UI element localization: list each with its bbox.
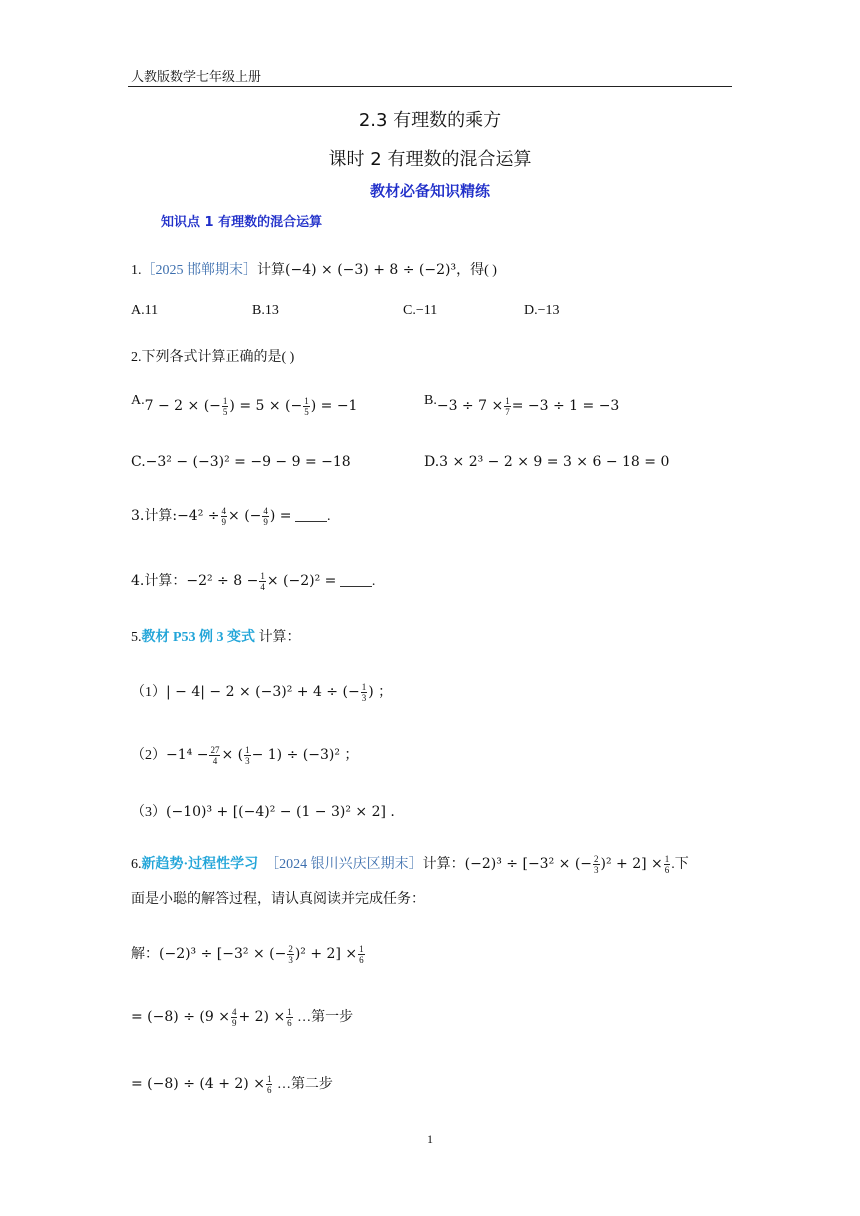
q5-item-3 (131, 801, 395, 821)
solution-step-2 (131, 1073, 333, 1095)
q5-item-1 (131, 681, 392, 703)
q3-part2: × (− (228, 508, 262, 524)
header-book-title: 人教版数学七年级上册 (131, 70, 262, 85)
question-6-line-2: 面是小聪的解答过程，请认真阅读并完成任务： (131, 892, 425, 907)
q2-option-a-label: A. (131, 393, 145, 408)
question-6-line-1 (131, 853, 689, 875)
fraction-denominator: 7 (505, 407, 510, 418)
solution-step-2-part1: = (−8) ÷ (4 + 2) × (131, 1076, 265, 1092)
fraction-four-ninths (231, 1007, 238, 1028)
question-6-source: ［2024 银川兴庆区期末］ (265, 857, 423, 872)
fraction-denominator: 3 (288, 955, 293, 966)
question-4 (131, 570, 375, 592)
solution-step-1-part2: + 2) × (238, 1009, 286, 1025)
fraction-two-thirds (287, 944, 294, 965)
q3-part1: 3.计算:−4² ÷ (131, 508, 220, 524)
q2-a-part2: ) = 5 × (− (229, 398, 303, 414)
fraction-denominator: 5 (304, 407, 309, 418)
fraction-numerator: 1 (222, 396, 228, 407)
q5-item-1-part1: | − 4| − 2 × (−3)² + 4 ÷ (− (166, 684, 360, 700)
q5-item-2-part2: × ( (221, 747, 244, 763)
question-5-number: 5. (131, 630, 142, 645)
question-1-number: 1. (131, 263, 142, 278)
fraction-denominator: 4 (260, 582, 265, 593)
q1-option-b: B.13 (252, 303, 279, 318)
q5-item-1-part2: ) ； (368, 684, 393, 700)
q2-option-b-label: B. (424, 393, 437, 408)
question-1 (131, 259, 497, 279)
fraction-numerator: 1 (266, 1074, 272, 1085)
header-rule (128, 86, 732, 87)
solution-step-1 (131, 1006, 353, 1028)
fraction-denominator: 6 (266, 1085, 272, 1096)
fraction-numerator: 1 (505, 396, 510, 407)
q5-item-3-expression: (−10)³ + [(−4)² − (1 − 3)² × 2] . (166, 804, 395, 820)
q2-option-a (131, 393, 357, 417)
fraction-one-third (361, 682, 368, 703)
q5-item-2-part1: −1⁴ − (166, 747, 209, 763)
fraction-two-thirds (593, 854, 600, 875)
q5-item-3-label: （3） (131, 805, 166, 820)
q2-option-b (424, 393, 619, 417)
fraction-numerator: 1 (359, 944, 364, 955)
question-1-source: ［2025 邯郸期末］ (141, 263, 257, 278)
q2-b-part2: = −3 ÷ 1 = −3 (511, 398, 620, 414)
q5-item-2-part3: − 1) ÷ (−3)² ； (251, 747, 359, 763)
q6-expr-part1: (−2)³ ÷ [−3² × (− (464, 856, 593, 872)
question-5-stem: 计算： (258, 630, 301, 645)
answer-blank[interactable] (340, 574, 372, 587)
q2-option-d: D.3 × 2³ − 2 × 9 = 3 × 6 − 18 = 0 (424, 454, 670, 470)
fraction-one-fifth (303, 396, 310, 417)
fraction-numerator: 1 (361, 682, 367, 693)
q1-option-d: D.−13 (524, 303, 560, 318)
q6-expr-part2: )² + 2] × (600, 856, 663, 872)
q4-part2: × (−2)² = (266, 573, 337, 589)
fraction-numerator: 4 (263, 506, 268, 517)
solution-label: 解： (131, 947, 159, 962)
question-6-number: 6. (131, 857, 142, 872)
q2-b-part1: −3 ÷ 7 × (436, 398, 504, 414)
q2-option-c: C.−3² − (−3)² = −9 − 9 = −18 (131, 454, 351, 470)
fraction-numerator: 27 (210, 745, 220, 756)
q4-part1: 4.计算：−2² ÷ 8 − (131, 573, 259, 589)
q5-item-1-label: （1） (131, 685, 166, 700)
fraction-four-ninths (221, 506, 228, 527)
question-3 (131, 505, 331, 527)
fraction-denominator: 6 (287, 1018, 292, 1029)
fraction-denominator: 6 (664, 865, 670, 876)
fraction-numerator: 4 (231, 1007, 237, 1018)
fraction-denominator: 9 (231, 1018, 237, 1029)
solution-step-1-note: …第一步 (297, 1010, 354, 1025)
fraction-denominator: 5 (222, 407, 228, 418)
lesson-title: 课时 2 有理数的混合运算 (328, 149, 532, 170)
fraction-numerator: 1 (245, 745, 250, 756)
fraction-one-sixth (664, 854, 671, 875)
fraction-numerator: 1 (260, 571, 265, 582)
fraction-numerator: 2 (288, 944, 293, 955)
q1-option-a: A.11 (131, 303, 159, 318)
subsection-title: 教材必备知识精练 (369, 182, 490, 200)
fraction-denominator: 3 (594, 865, 599, 876)
question-1-suffix: ，得( ) (456, 263, 497, 278)
fraction-numerator: 4 (221, 506, 227, 517)
q3-part3: ) = (269, 508, 292, 524)
fraction-denominator: 4 (212, 756, 218, 767)
solution-step-0-part1: (−2)³ ÷ [−3² × (− (159, 946, 287, 962)
q5-item-2-label: （2） (131, 748, 166, 763)
knowledge-point-heading: 知识点 1 有理数的混合运算 (161, 215, 323, 230)
fraction-numerator: 1 (304, 396, 309, 407)
question-6-tag: 新趋势·过程性学习 (141, 857, 259, 872)
solution-step-1-part1: = (−8) ÷ (9 × (131, 1009, 230, 1025)
fraction-denominator: 6 (359, 955, 364, 966)
fraction-denominator: 9 (263, 517, 268, 528)
question-2-stem: 2.下列各式计算正确的是( ) (131, 350, 295, 365)
fraction-one-third (244, 745, 251, 766)
q6-expr-part3: .下 (671, 857, 689, 872)
solution-step-0-part2: )² + 2] × (294, 946, 358, 962)
question-6-prefix: 计算： (422, 857, 465, 872)
question-5-tag: 教材 P53 例 3 变式 (141, 630, 256, 645)
fraction-denominator: 9 (221, 517, 227, 528)
page-number: 1 (427, 1132, 433, 1146)
q2-a-part3: ) = −1 (310, 398, 358, 414)
fraction-denominator: 3 (245, 756, 250, 767)
q4-end: . (371, 574, 376, 589)
fraction-one-sixth (266, 1074, 273, 1095)
fraction-numerator: 1 (664, 854, 670, 865)
fraction-four-ninths (262, 506, 269, 527)
fraction-denominator: 3 (361, 693, 367, 704)
solution-step-2-note: …第二步 (276, 1077, 333, 1092)
fraction-numerator: 2 (594, 854, 599, 865)
q3-end: . (327, 509, 331, 524)
question-1-prefix: 计算 (257, 263, 285, 278)
section-title: 2.3 有理数的乘方 (358, 110, 502, 131)
q5-item-2 (131, 744, 358, 766)
fraction-one-fifth (222, 396, 229, 417)
question-5 (131, 626, 301, 646)
fraction-one-sixth (358, 944, 365, 965)
fraction-numerator: 1 (287, 1007, 292, 1018)
question-1-expression: (−4) × (−3) + 8 ÷ (−2)³ (285, 262, 457, 278)
fraction-one-sixth (286, 1007, 293, 1028)
answer-blank[interactable] (295, 509, 327, 522)
fraction-one-fourth (259, 571, 266, 592)
fraction-27-fourths (209, 745, 220, 766)
solution-step-0 (131, 943, 366, 965)
q2-a-part1: 7 − 2 × (− (144, 398, 221, 414)
q1-option-c: C.−11 (403, 303, 438, 318)
fraction-one-seventh (504, 396, 511, 417)
